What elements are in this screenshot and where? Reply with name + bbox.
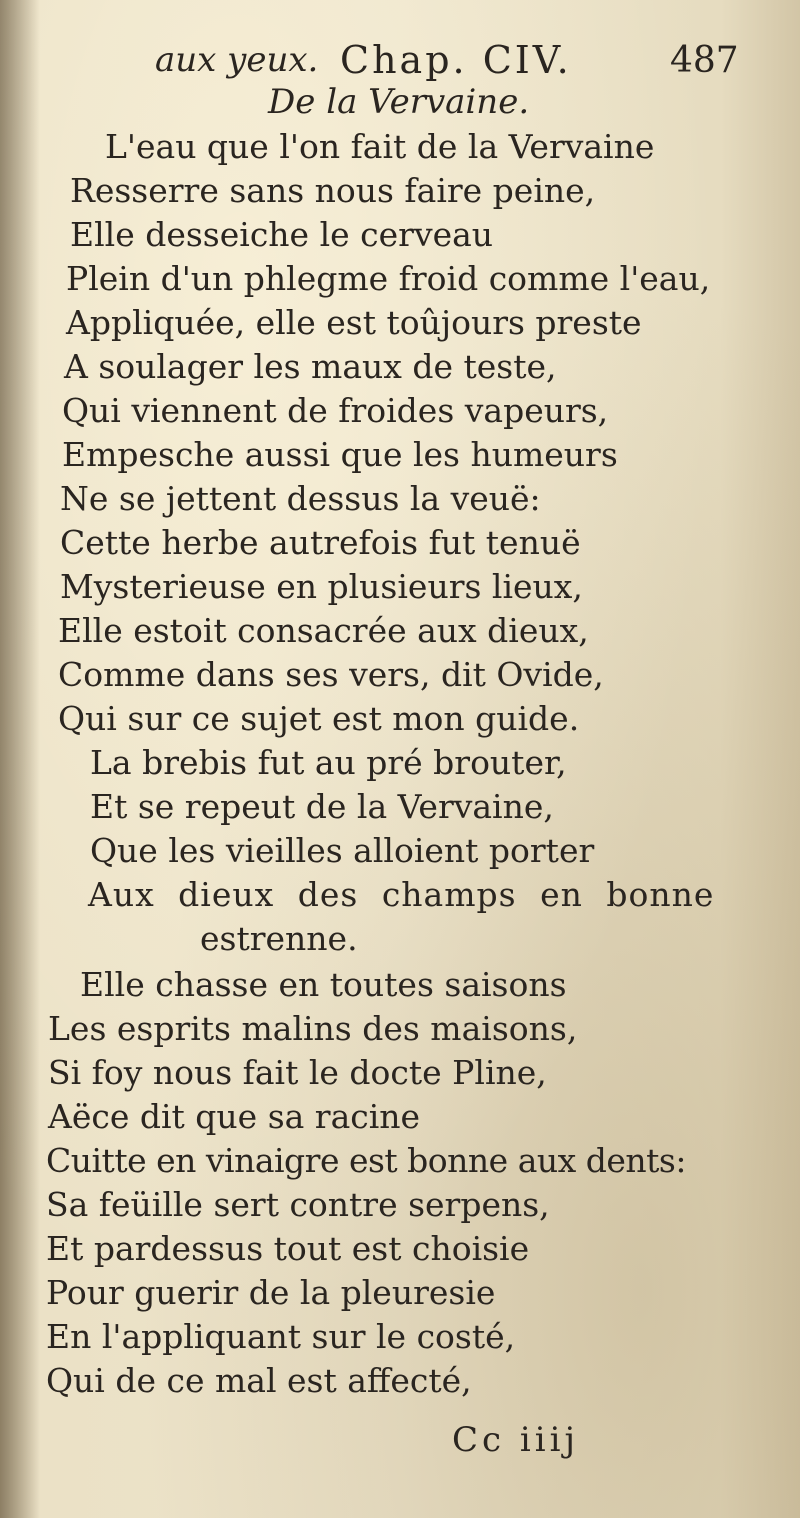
verse-line: Si foy nous fait le docte Pline, bbox=[48, 1053, 547, 1092]
verse-line: Sa feüille sert contre serpens, bbox=[46, 1185, 550, 1224]
verse-line: Qui sur ce sujet est mon guide. bbox=[58, 699, 580, 738]
verse-line: Les esprits malins des maisons, bbox=[48, 1009, 578, 1048]
chapter-heading: Chap. CIV. bbox=[340, 38, 572, 82]
verse-line: En l'appliquant sur le costé, bbox=[46, 1317, 516, 1356]
verse-line: Que les vieilles alloient porter bbox=[90, 831, 595, 870]
verse-line: Appliquée, elle est toûjours preste bbox=[66, 303, 642, 342]
verse-line: Qui de ce mal est affecté, bbox=[46, 1361, 472, 1400]
verse-line: Aux dieux des champs en bonne bbox=[88, 875, 715, 914]
verse-line: Elle chasse en toutes saisons bbox=[80, 965, 567, 1004]
verse-line: Cette herbe autrefois fut tenuë bbox=[60, 523, 581, 562]
verse-line: Resserre sans nous faire peine, bbox=[70, 171, 596, 210]
verse-line: A soulager les maux de teste, bbox=[64, 347, 557, 386]
verse-line: Pour guerir de la pleuresie bbox=[46, 1273, 496, 1312]
verse-line: Et se repeut de la Vervaine, bbox=[90, 787, 554, 826]
verse-line: Aëce dit que sa racine bbox=[48, 1097, 421, 1136]
verse-line: Cuitte en vinaigre est bonne aux dents: bbox=[46, 1141, 686, 1180]
verse-line: La brebis fut au pré brouter, bbox=[90, 743, 567, 782]
verse-line: Elle desseiche le cerveau bbox=[70, 215, 494, 254]
signature-mark: Cc iiij bbox=[452, 1420, 580, 1460]
page-header bbox=[0, 30, 800, 90]
binding-shadow bbox=[0, 0, 40, 1518]
verse-line: Empesche aussi que les humeurs bbox=[62, 435, 618, 474]
verse-line: Qui viennent de froides vapeurs, bbox=[62, 391, 609, 430]
verse-line: L'eau que l'on fait de la Vervaine bbox=[105, 127, 655, 166]
verse-line: Mysterieuse en plusieurs lieux, bbox=[60, 567, 583, 606]
verse-line: Plein d'un phlegme froid comme l'eau, bbox=[66, 259, 711, 298]
verse-line: Comme dans ses vers, dit Ovide, bbox=[58, 655, 604, 694]
running-head: aux yeux. bbox=[155, 40, 319, 80]
verse-line: Ne se jettent dessus la veuë: bbox=[60, 479, 541, 518]
page-number: 487 bbox=[670, 40, 739, 81]
verse-line: estrenne. bbox=[200, 919, 358, 958]
section-title: De la Vervaine. bbox=[268, 82, 530, 122]
verse-line: Elle estoit consacrée aux dieux, bbox=[58, 611, 589, 650]
verse-line: Et pardessus tout est choisie bbox=[46, 1229, 530, 1268]
